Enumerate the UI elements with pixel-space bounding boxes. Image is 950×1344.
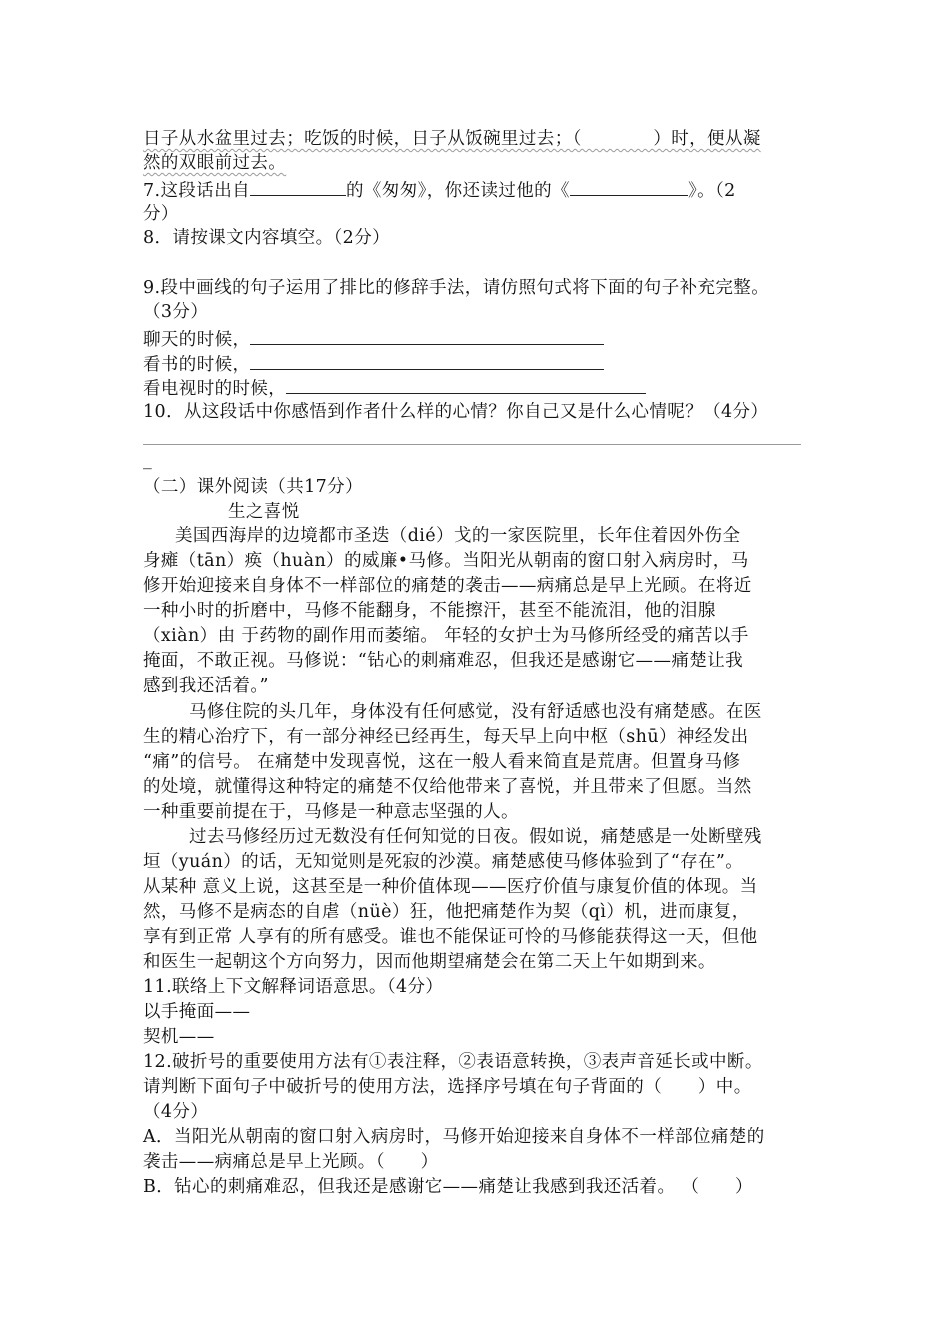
passage-line: 身瘫（tān）痪（huàn）的威廉•马修。当阳光从朝南的窗口射入病房时，马 xyxy=(143,551,749,571)
section-heading: （二）课外阅读（共17分） xyxy=(143,477,363,497)
question-11: 11.联络上下文解释词语意思。（4分） xyxy=(143,977,444,997)
passage-line: 享有到正常 人享有的所有感受。谁也不能保证可怜的马修能获得这一天，但他 xyxy=(143,927,758,947)
passage-line: 一种小时的折磨中，马修不能翻身，不能擦汗，甚至不能流泪，他的泪腺 xyxy=(143,601,716,621)
sentence-prompt: 聊天的时候， xyxy=(143,330,251,350)
answer-blank[interactable] xyxy=(250,326,604,345)
passage-title: 生之喜悦 xyxy=(228,502,300,522)
answer-blank[interactable] xyxy=(570,177,688,196)
text-line: 分） xyxy=(143,204,179,224)
passage-line: 感到我还活着。” xyxy=(143,676,269,696)
text-line: （3分） xyxy=(143,302,209,322)
passage-line: 和医生一起朝这个方向努力，因而他期望痛楚会在第二天上午如期到来。 xyxy=(143,952,716,972)
answer-blank[interactable] xyxy=(250,177,346,196)
text-line: 请判断下面句子中破折号的使用方法，选择序号填在句子背面的（ ）中。 xyxy=(143,1077,752,1097)
passage-line: “痛”的信号。 在痛楚中发现喜悦，这在一般人看来简直是荒唐。但置身马修 xyxy=(143,752,741,772)
vocab-item: 契机—— xyxy=(143,1027,215,1047)
sentence-item xyxy=(143,375,646,401)
text-line: _ xyxy=(143,450,153,470)
answer-blank[interactable] xyxy=(286,375,646,394)
question-12: 12.破折号的重要使用方法有①表注释，②表语意转换，③表声音延长或中断。 xyxy=(143,1052,763,1072)
question-8: 8．请按课文内容填空。（2分） xyxy=(143,228,391,248)
passage-line: （xiàn）由 于药物的副作用而萎缩。 年轻的女护士为马修所经受的痛苦以手 xyxy=(143,626,749,646)
passage-line: 的处境，就懂得这种特定的痛楚不仅给他带来了喜悦，并且带来了但愿。当然 xyxy=(143,777,752,797)
vocab-item: 以手掩面—— xyxy=(143,1002,251,1022)
text-line: 然的双眼前过去。 xyxy=(143,153,287,173)
choice-b: B．钻心的刺痛难忍，但我还是感谢它——痛楚让我感到我还活着。 （ ） xyxy=(143,1177,753,1197)
question-9: 9.段中画线的句子运用了排比的修辞手法，请仿照句式将下面的句子补充完整。 xyxy=(143,278,770,298)
passage-line: 修开始迎接来自身体不一样部位的痛楚的袭击——病痛总是早上光顾。在将近 xyxy=(143,576,752,596)
question-7-text: 的《匆匆》，你还读过他的《 xyxy=(346,181,570,201)
passage-line: 垣（yuán）的话，无知觉则是死寂的沙漠。痛楚感使马修体验到了“存在”。 xyxy=(143,852,744,872)
sentence-prompt: 看电视时的时候， xyxy=(143,379,287,399)
question-10: 10．从这段话中你感悟到作者什么样的心情？你自己又是什么心情呢？（4分） xyxy=(143,402,769,422)
passage-line: 然，马修不是病态的自虐（nüè）狂，他把痛楚作为契（qì）机，进而康复， xyxy=(143,902,750,922)
sentence-item xyxy=(143,351,604,377)
passage-line: 一种重要前提在于，马修是一种意志坚强的人。 xyxy=(143,802,519,822)
answer-blank[interactable] xyxy=(250,351,604,370)
passage-line: 生的精心治疗下，有一部分神经已经再生，每天早上向中枢（shū）神经发出 xyxy=(143,727,749,747)
passage-line: 过去马修经历过无数没有任何知觉的日夜。假如说，痛楚感是一处断壁残 xyxy=(189,827,762,847)
sentence-item xyxy=(143,326,604,352)
question-7 xyxy=(143,177,736,203)
question-7-text: 7.这段话出自 xyxy=(143,181,250,201)
question-7-text: 》。（2 xyxy=(687,181,736,201)
sentence-prompt: 看书的时候， xyxy=(143,355,251,375)
passage-line: 马修住院的头几年，身体没有任何感觉，没有舒适感也没有痛楚感。在医 xyxy=(189,702,762,722)
choice-a: A．当阳光从朝南的窗口射入病房时，马修开始迎接来自身体不一样部位痛楚的 xyxy=(143,1127,765,1147)
passage-line: 美国西海岸的边境都市圣迭（dié）戈的一家医院里，长年住着因外伤全 xyxy=(175,526,741,546)
passage-line: 从某种 意义上说，这甚至是一种价值体现——医疗价值与康复价值的体现。当 xyxy=(143,877,758,897)
answer-line[interactable] xyxy=(143,444,801,445)
text-line: 日子从水盆里过去；吃饭的时候，日子从饭碗里过去；（ ）时，便从凝 xyxy=(143,129,761,149)
passage-line: 掩面，不敢正视。马修说：“钻心的刺痛难忍，但我还是感谢它——痛楚让我 xyxy=(143,651,744,671)
text-line: （4分） xyxy=(143,1102,209,1122)
choice-a: 袭击——病痛总是早上光顾。（ ） xyxy=(143,1152,439,1172)
